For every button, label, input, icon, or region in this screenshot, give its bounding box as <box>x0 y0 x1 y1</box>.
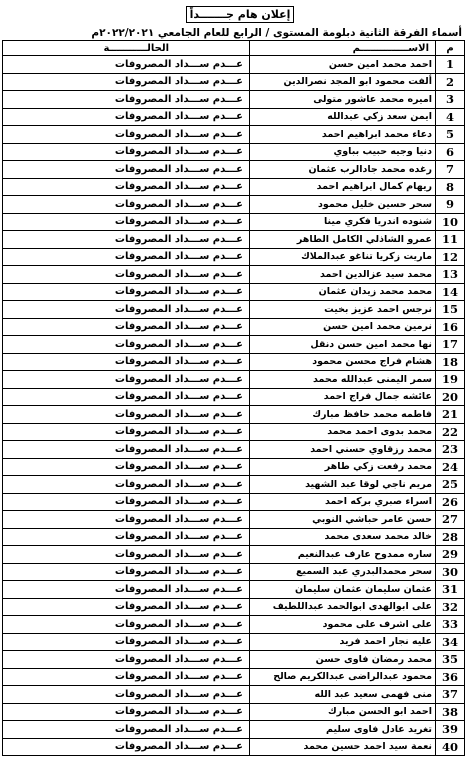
row-number: 33 <box>436 616 465 634</box>
header-name: الاســــــــــــــم <box>250 41 436 56</box>
table-row <box>3 616 465 634</box>
student-name: سحر محمدالبدري عبد السميع <box>250 563 436 581</box>
student-name: فاطمه محمد حافظ مبارك <box>250 406 436 424</box>
student-name: عليه نجار احمد فريد <box>250 633 436 651</box>
payment-status: عـــدم ســـداد المصروفات <box>3 441 250 459</box>
payment-status: عـــدم ســـداد المصروفات <box>3 511 250 529</box>
row-number: 4 <box>436 108 465 126</box>
student-name: محمد رزقاوي حسني احمد <box>250 441 436 459</box>
table-row <box>3 178 465 196</box>
payment-status: عـــدم ســـداد المصروفات <box>3 686 250 704</box>
row-number: 10 <box>436 213 465 231</box>
table-row <box>3 283 465 301</box>
row-number: 13 <box>436 266 465 284</box>
row-number: 25 <box>436 476 465 494</box>
row-number: 32 <box>436 598 465 616</box>
student-name: على ابوالهدى ابوالحمد عبداللطيف <box>250 598 436 616</box>
table-row <box>3 633 465 651</box>
row-number: 19 <box>436 371 465 389</box>
payment-status: عـــدم ســـداد المصروفات <box>3 231 250 249</box>
student-name: سحر حسين خليل محمود <box>250 196 436 214</box>
table-body <box>3 56 465 756</box>
student-name: مريم ناجي لوقا عبد الشهيد <box>250 476 436 494</box>
payment-status: عـــدم ســـداد المصروفات <box>3 721 250 739</box>
row-number: 3 <box>436 91 465 109</box>
table-row <box>3 423 465 441</box>
table-row <box>3 511 465 529</box>
payment-status: عـــدم ســـداد المصروفات <box>3 406 250 424</box>
payment-status: عـــدم ســـداد المصروفات <box>3 143 250 161</box>
table-row <box>3 651 465 669</box>
student-name: سمر اليمنى عبدالله محمد <box>250 371 436 389</box>
payment-status: عـــدم ســـداد المصروفات <box>3 598 250 616</box>
payment-status: عـــدم ســـداد المصروفات <box>3 651 250 669</box>
table-row <box>3 476 465 494</box>
table-row <box>3 458 465 476</box>
payment-status: عـــدم ســـداد المصروفات <box>3 423 250 441</box>
payment-status: عـــدم ســـداد المصروفات <box>3 528 250 546</box>
student-name: احمد ابو الحسن مبارك <box>250 703 436 721</box>
row-number: 16 <box>436 318 465 336</box>
student-name: محمد بدوى احمد محمد <box>250 423 436 441</box>
row-number: 24 <box>436 458 465 476</box>
table-row <box>3 301 465 319</box>
student-name: نعمة سيد احمد حسين محمد <box>250 738 436 756</box>
row-number: 34 <box>436 633 465 651</box>
payment-status: عـــدم ســـداد المصروفات <box>3 458 250 476</box>
table-row <box>3 668 465 686</box>
payment-status: عـــدم ســـداد المصروفات <box>3 108 250 126</box>
row-number: 40 <box>436 738 465 756</box>
row-number: 30 <box>436 563 465 581</box>
table-row <box>3 161 465 179</box>
header-number: م <box>436 41 465 56</box>
student-name: خالد محمد سعدى محمد <box>250 528 436 546</box>
payment-status: عـــدم ســـداد المصروفات <box>3 668 250 686</box>
student-name: احمد محمد امين حسن <box>250 56 436 74</box>
payment-status: عـــدم ســـداد المصروفات <box>3 616 250 634</box>
table-row <box>3 213 465 231</box>
table-row <box>3 388 465 406</box>
row-number: 2 <box>436 73 465 91</box>
table-row <box>3 318 465 336</box>
row-number: 18 <box>436 353 465 371</box>
table-row <box>3 563 465 581</box>
row-number: 14 <box>436 283 465 301</box>
table-row <box>3 703 465 721</box>
payment-status: عـــدم ســـداد المصروفات <box>3 213 250 231</box>
payment-status: عـــدم ســـداد المصروفات <box>3 703 250 721</box>
row-number: 39 <box>436 721 465 739</box>
row-number: 35 <box>436 651 465 669</box>
payment-status: عـــدم ســـداد المصروفات <box>3 301 250 319</box>
table-row <box>3 126 465 144</box>
row-number: 11 <box>436 231 465 249</box>
row-number: 12 <box>436 248 465 266</box>
student-name: اميره محمد عاشور متولى <box>250 91 436 109</box>
payment-status: عـــدم ســـداد المصروفات <box>3 476 250 494</box>
row-number: 1 <box>436 56 465 74</box>
student-name: نرمين محمد امين حسن <box>250 318 436 336</box>
table-row <box>3 371 465 389</box>
row-number: 15 <box>436 301 465 319</box>
student-name: اسراء صبري بركه احمد <box>250 493 436 511</box>
list-subtitle: أسماء الفرقة الثانية دبلومة المستوى / الرابع للعام الجامعي ٢٠٢٢/٢٠٢١م <box>91 27 462 39</box>
student-name: محمد محمد زيدان عثمان <box>250 283 436 301</box>
student-name: نرجس احمد عزيز بخيت <box>250 301 436 319</box>
table-row <box>3 248 465 266</box>
table-row <box>3 738 465 756</box>
payment-status: عـــدم ســـداد المصروفات <box>3 738 250 756</box>
payment-status: عـــدم ســـداد المصروفات <box>3 581 250 599</box>
payment-status: عـــدم ســـداد المصروفات <box>3 388 250 406</box>
table-row <box>3 581 465 599</box>
row-number: 9 <box>436 196 465 214</box>
table-row <box>3 56 465 74</box>
student-name: تغريد عادل فاوى سليم <box>250 721 436 739</box>
payment-status: عـــدم ســـداد المصروفات <box>3 336 250 354</box>
table-row <box>3 196 465 214</box>
row-number: 7 <box>436 161 465 179</box>
row-number: 27 <box>436 511 465 529</box>
table-row <box>3 336 465 354</box>
table-row <box>3 598 465 616</box>
row-number: 37 <box>436 686 465 704</box>
student-name: هشام فراج محسن محمود <box>250 353 436 371</box>
payment-status: عـــدم ســـداد المصروفات <box>3 91 250 109</box>
table-row <box>3 143 465 161</box>
student-name: ألفت محمود ابو المجد نصرالدين <box>250 73 436 91</box>
students-table <box>2 40 465 756</box>
header-status: الحالـــــــــــة <box>3 41 250 56</box>
student-name: نها محمد امين حسن دنقل <box>250 336 436 354</box>
row-number: 26 <box>436 493 465 511</box>
payment-status: عـــدم ســـداد المصروفات <box>3 633 250 651</box>
student-name: عمرو الشاذلي الكامل الطاهر <box>250 231 436 249</box>
payment-status: عـــدم ســـداد المصروفات <box>3 563 250 581</box>
student-name: محمد رفعت زكي طاهر <box>250 458 436 476</box>
row-number: 36 <box>436 668 465 686</box>
payment-status: عـــدم ســـداد المصروفات <box>3 266 250 284</box>
student-name: ساره ممدوح عارف عبدالنعيم <box>250 546 436 564</box>
row-number: 21 <box>436 406 465 424</box>
student-name: شنوده اندريا فكري مينا <box>250 213 436 231</box>
payment-status: عـــدم ســـداد المصروفات <box>3 178 250 196</box>
student-name: دنيا وجيه حبيب بباوي <box>250 143 436 161</box>
row-number: 20 <box>436 388 465 406</box>
student-name: على اشرف على محمود <box>250 616 436 634</box>
row-number: 8 <box>436 178 465 196</box>
row-number: 22 <box>436 423 465 441</box>
payment-status: عـــدم ســـداد المصروفات <box>3 56 250 74</box>
payment-status: عـــدم ســـداد المصروفات <box>3 493 250 511</box>
payment-status: عـــدم ســـداد المصروفات <box>3 318 250 336</box>
student-name: دعاء محمد ابراهيم احمد <box>250 126 436 144</box>
student-name: محمد رمضان فاوى حسن <box>250 651 436 669</box>
payment-status: عـــدم ســـداد المصروفات <box>3 371 250 389</box>
announcement-title: إعلان هام جـــــــداً <box>186 6 294 23</box>
payment-status: عـــدم ســـداد المصروفات <box>3 126 250 144</box>
student-name: عائشه جمال فراج احمد <box>250 388 436 406</box>
row-number: 5 <box>436 126 465 144</box>
row-number: 38 <box>436 703 465 721</box>
row-number: 29 <box>436 546 465 564</box>
student-name: ماريت زكريا تناغو عبدالملاك <box>250 248 436 266</box>
payment-status: عـــدم ســـداد المصروفات <box>3 283 250 301</box>
table-row <box>3 546 465 564</box>
row-number: 17 <box>436 336 465 354</box>
payment-status: عـــدم ســـداد المصروفات <box>3 73 250 91</box>
payment-status: عـــدم ســـداد المصروفات <box>3 353 250 371</box>
row-number: 31 <box>436 581 465 599</box>
student-name: عثمان سليمان عثمان سليمان <box>250 581 436 599</box>
row-number: 6 <box>436 143 465 161</box>
student-name: منى فهمى سعيد عبد الله <box>250 686 436 704</box>
table-row <box>3 91 465 109</box>
payment-status: عـــدم ســـداد المصروفات <box>3 546 250 564</box>
table-row <box>3 721 465 739</box>
table-row <box>3 266 465 284</box>
table-row <box>3 406 465 424</box>
table-row <box>3 108 465 126</box>
student-name: ايمن سعد زكي عبدالله <box>250 108 436 126</box>
student-name: ريهام كمال ابراهيم احمد <box>250 178 436 196</box>
table-row <box>3 73 465 91</box>
student-name: حسن عامر حباشي النوبي <box>250 511 436 529</box>
payment-status: عـــدم ســـداد المصروفات <box>3 161 250 179</box>
table-row <box>3 353 465 371</box>
row-number: 23 <box>436 441 465 459</box>
payment-status: عـــدم ســـداد المصروفات <box>3 196 250 214</box>
table-row <box>3 493 465 511</box>
payment-status: عـــدم ســـداد المصروفات <box>3 248 250 266</box>
table-header-row <box>3 41 465 56</box>
table-row <box>3 528 465 546</box>
table-row <box>3 231 465 249</box>
student-name: رغده محمد جادالرب عثمان <box>250 161 436 179</box>
row-number: 28 <box>436 528 465 546</box>
student-name: محمود عبدالراضى عبدالكريم صالح <box>250 668 436 686</box>
student-name: محمد سيد عزالدين احمد <box>250 266 436 284</box>
table-row <box>3 441 465 459</box>
table-row <box>3 686 465 704</box>
